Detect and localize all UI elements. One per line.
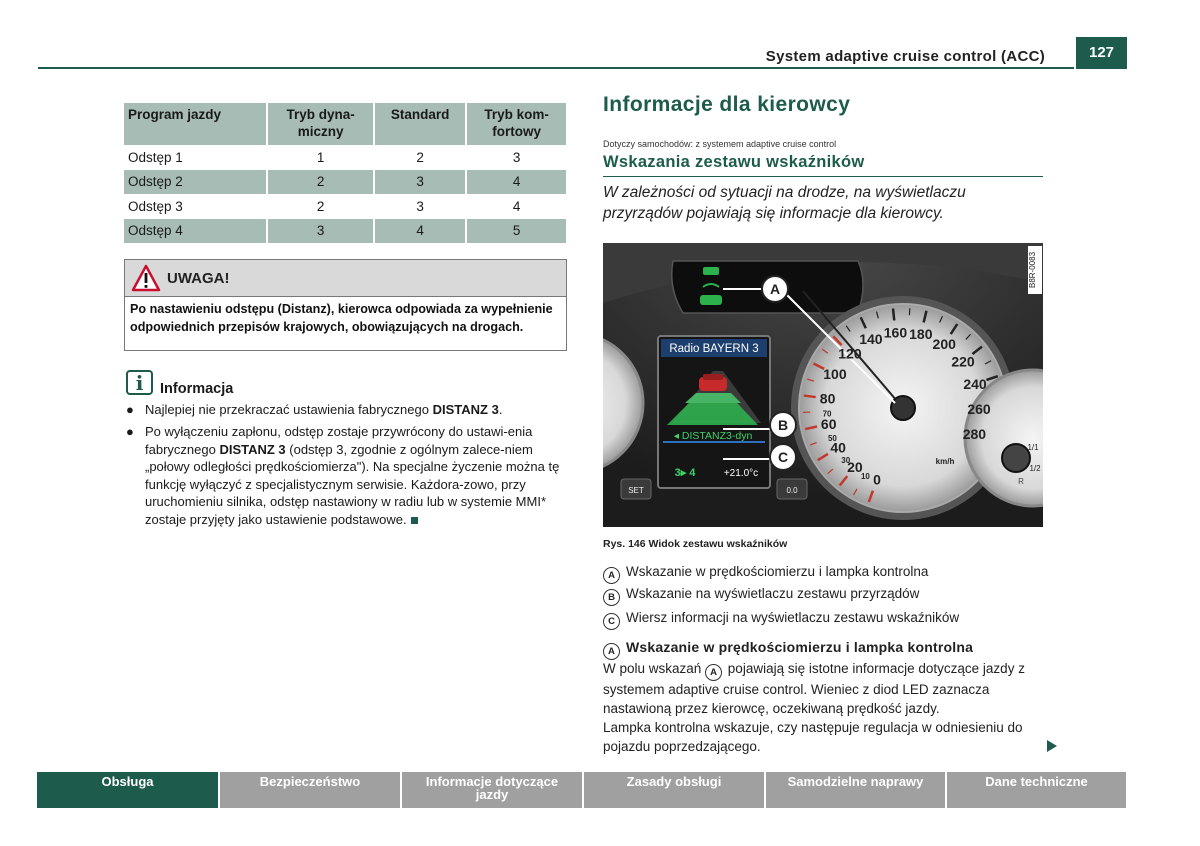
- bullet-text-part: Po wyłączeniu zapłonu, odstęp zostaje przywrócony do ustawi-enia fabrycznego: [145, 424, 533, 457]
- page-number: 127: [1076, 37, 1127, 69]
- speed-label: 30: [841, 455, 851, 465]
- footer-tab-label: Obsługa: [101, 774, 154, 789]
- speed-label: 180: [909, 326, 933, 343]
- table-cell: 3: [466, 145, 566, 170]
- instrument-cluster-drawing: [603, 243, 1043, 527]
- end-of-section-marker: [411, 517, 418, 524]
- speed-label: 20: [847, 458, 863, 475]
- footer-tab-label: Dane techniczne: [985, 774, 1088, 789]
- subsection-rule: [603, 176, 1043, 177]
- fuel-half-label: 1/2: [1029, 464, 1041, 473]
- paragraph-part: W polu wskazań: [603, 661, 706, 676]
- info-bullet: [126, 401, 566, 419]
- set-button-label: SET: [628, 486, 644, 495]
- table-cell: 4: [374, 219, 466, 244]
- speed-label: 40: [830, 439, 846, 456]
- section-a-paragraph-1: [603, 660, 1043, 718]
- instrument-cluster-figure: [603, 243, 1043, 527]
- footer-tab-label: Bezpieczeństwo: [259, 774, 361, 789]
- legend-marker: C: [603, 613, 620, 630]
- table-row: [124, 219, 566, 244]
- legend-text: Wskazanie w prędkościomierzu i lampka kontrolna: [626, 564, 929, 579]
- footer-tab-label: Informacje dotyczące jazdy: [425, 774, 559, 802]
- speed-label: 140: [859, 331, 883, 348]
- legend-item: [603, 586, 919, 606]
- footer-tab-zasady[interactable]: [584, 772, 764, 808]
- bullet-text: [126, 423, 566, 528]
- callout-a-label: A: [769, 281, 781, 297]
- figure-caption: Rys. 146 Widok zestawu wskaźników: [603, 538, 788, 550]
- bullet-text-part: Najlepiej nie przekraczać ustawienia fabrycznego: [145, 402, 433, 417]
- paragraph-part: pojawiają się istotne informacje dotyczące jazdy z systemem adaptive cruise control. Wieniec z diod LED zaznacza nastawioną przez kierowcę, oczekiwaną prędkość jazdy.: [603, 661, 1025, 716]
- display-distance-setting: ◂ DISTANZ3-dyn: [673, 430, 753, 442]
- bullet-text-part: (odstęp 3, zgodnie z ogólnym zalece-niem „połowy odległości prędkościomierza"). Na specjalne życzenie można tę funkcję wyłączyć z specjalistycznym serwisie. Każdora-zowo, przy uruchomieniu silnika, odstęp nastawiony w radiu lub w systemie MMI* zostaje przyjęty jako ustawienie podstawowe.: [145, 441, 560, 527]
- table-row: [124, 145, 566, 170]
- warning-text: Po nastawieniu odstępu (Distanz), kierowca odpowiada za wypełnienie odpowiednich przepisów krajowych, obowiązujących na drogach.: [130, 302, 553, 334]
- footer-tab-informacje[interactable]: [402, 772, 582, 808]
- legend-marker: B: [603, 589, 620, 606]
- table-row: [124, 170, 566, 195]
- speed-label: 80: [819, 390, 836, 407]
- fuel-full-label: 1/1: [1027, 443, 1039, 452]
- legend-text: Wiersz informacji na wyświetlaczu zestawu wskaźników: [626, 610, 960, 625]
- speed-label: 280: [962, 425, 987, 442]
- speed-label: 10: [860, 472, 870, 482]
- speed-label: 50: [827, 434, 837, 444]
- speed-label: 70: [822, 409, 832, 419]
- warning-title: UWAGA!: [167, 270, 230, 287]
- table-cell: Odstęp 3: [124, 194, 267, 219]
- legend-text: Wskazanie na wyświetlaczu zestawu przyrządów: [626, 586, 920, 601]
- speed-label: 260: [967, 400, 991, 417]
- table-header-row: [124, 103, 566, 145]
- legend-item: [603, 564, 928, 584]
- running-header-title: System adaptive cruise control (ACC): [765, 48, 1045, 65]
- table-cell: 3: [267, 219, 373, 244]
- col-program: Program jazdy: [124, 103, 267, 145]
- speed-unit: km/h: [935, 457, 955, 466]
- callout-c-label: C: [777, 449, 789, 465]
- table-cell: 2: [267, 170, 373, 195]
- table-cell: Odstęp 2: [124, 170, 267, 195]
- table-cell: 5: [466, 219, 566, 244]
- table-cell: 3: [374, 170, 466, 195]
- legend-marker: A: [603, 567, 620, 584]
- footer-tab-dane[interactable]: [947, 772, 1126, 808]
- section-heading: Informacje dla kierowcy: [603, 93, 851, 116]
- fuel-reserve-label: R: [1018, 477, 1024, 486]
- table-cell: 2: [374, 145, 466, 170]
- table-cell: 2: [267, 194, 373, 219]
- speed-label: 220: [951, 353, 975, 370]
- table-cell: Odstęp 1: [124, 145, 267, 170]
- bullet-text-part: .: [498, 402, 503, 417]
- information-title: Informacja: [160, 381, 234, 397]
- table-cell: Odstęp 4: [124, 219, 267, 244]
- information-icon: i: [126, 370, 153, 395]
- footer-tab-label: Zasady obsługi: [626, 774, 722, 789]
- figure-code: B8R-0083: [1028, 246, 1042, 294]
- speed-label: 200: [932, 336, 956, 353]
- bullet-text-bold: DISTANZ 3: [219, 441, 286, 457]
- speed-label: 60: [820, 415, 837, 432]
- bullet-text-bold: DISTANZ 3: [432, 402, 499, 417]
- info-bullet: [126, 423, 566, 528]
- table-cell: 1: [267, 145, 373, 170]
- subsection-heading: Wskazania zestawu wskaźników: [603, 153, 865, 171]
- table-cell: 4: [466, 194, 566, 219]
- legend-item: [603, 610, 959, 630]
- header-rule: [38, 67, 1074, 69]
- speed-label: 160: [883, 324, 908, 341]
- warning-box: [124, 259, 567, 351]
- speed-tick: [893, 308, 894, 320]
- continue-arrow-icon: [1047, 740, 1057, 752]
- bullet-text: [126, 401, 566, 419]
- display-radio-station: Radio BAYERN 3: [669, 343, 759, 355]
- table-cell: 4: [466, 170, 566, 195]
- display-temperature: +21.0°c: [723, 468, 759, 479]
- warning-triangle-icon: [131, 264, 161, 292]
- trip-reset-button-label: 0.0: [786, 486, 798, 495]
- warning-header: [125, 260, 566, 297]
- distance-program-table: [124, 103, 566, 243]
- footer-tab-obsluga[interactable]: [37, 772, 218, 808]
- applicability-note: Dotyczy samochodów: z systemem adaptive cruise control: [603, 139, 837, 149]
- speed-label: 240: [963, 375, 987, 392]
- speed-label: 120: [838, 345, 862, 362]
- callout-b-label: B: [777, 417, 789, 433]
- footer-tab-bezpieczenstwo[interactable]: [220, 772, 400, 808]
- footer-tab-label: Samodzielne naprawy: [787, 774, 924, 789]
- section-a-marker: A: [603, 643, 620, 660]
- speed-label: 0: [873, 471, 881, 488]
- speed-tick: [804, 396, 816, 397]
- table-row: [124, 194, 566, 219]
- section-a-heading: [603, 639, 973, 660]
- footer-tab-naprawy[interactable]: [766, 772, 945, 808]
- bullet-dot: ●: [126, 402, 134, 417]
- col-dynamic: Tryb dyna- miczny: [267, 103, 373, 145]
- table-cell: 3: [374, 194, 466, 219]
- speed-label: 100: [823, 366, 847, 383]
- col-standard: Standard: [374, 103, 466, 145]
- section-a-paragraph-2: Lampka kontrolna wskazuje, czy następuje regulacja w odniesieniu do pojazdu poprzedzającego.: [603, 720, 1023, 754]
- section-a-title: Wskazanie w prędkościomierzu i lampka kontrolna: [626, 639, 974, 655]
- bullet-dot: ●: [126, 424, 134, 439]
- display-gear: 3▸ 4: [674, 467, 696, 479]
- col-comfort: Tryb kom- fortowy: [466, 103, 566, 145]
- inline-marker: A: [705, 664, 722, 681]
- lead-paragraph: W zależności od sytuacji na drodze, na wyświetlaczu przyrządów pojawiają się informacje dla kierowcy.: [603, 184, 966, 222]
